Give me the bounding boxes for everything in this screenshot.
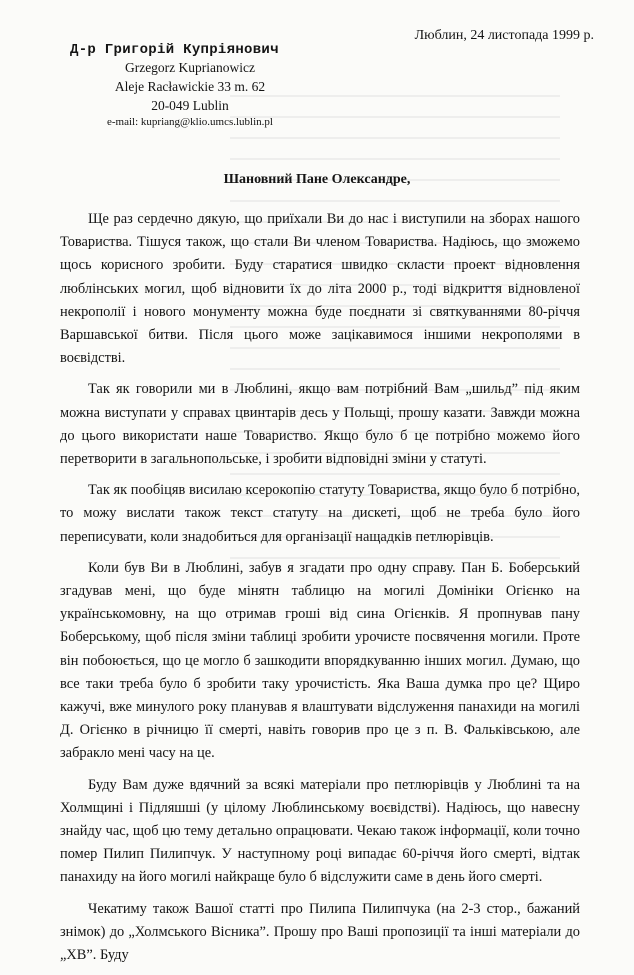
sender-city: 20-049 Lublin bbox=[151, 98, 229, 113]
paragraph: Так як пообіцяв висилаю ксерокопію статуту Товариства, якщо було б потрібно, то можу вислати також текст статуту на дискеті, щоб не треба було його переписувати, коли знадобиться для організації нащадків петлюрівців. bbox=[60, 482, 580, 545]
sender-name-latin: Grzegorz Kuprianowicz bbox=[124, 60, 256, 75]
sender-email: e-mail: kupriang@klio.umcs.lublin.pl bbox=[107, 116, 273, 128]
sender-name: Д-р Григорій Купріянович bbox=[70, 42, 279, 58]
paragraph: Коли був Ви в Люблині, забув я згадати про одну справу. Пан Б. Боберський згадував мені, що буде мінятн таблицю на могилі Домініки Огієнко на українськомовну, на що отримав гроші від сина Огієнків. Я пропнував пану Боберському, щоб після зміни таблиці зробити урочисте посвячення могили. Проте він побоюється, що це могло б зашкодити впорядкуванню інших могил. Думаю, що все таки треба було б зробити таку урочистість. Яка Ваша думка про це? Щиро кажучі, вже минулого року планував я влаштувати відслуження панахиди на могилі Д. Огієнко в річницю її смерті, навіть говорив про це з п. В. Фальківською, але забракло мені часу на це. bbox=[60, 559, 580, 762]
sender-block bbox=[70, 42, 310, 128]
paragraph: Буду Вам дуже вдячний за всякі матеріали про петлюрівців у Люблині та на Холмщині і Підляшші (у цілому Люблинському воєвідстві). Надіюсь, що навесну знайду час, щоб цю тему детально опрацювати. Чекаю також інформації, коли точно помер Пилип Пилипчук. У наступному році випадає 60-річчя його смерті, відтак панахиду на його могилі найкраще було б відслужити саме в день його смерті. bbox=[60, 776, 580, 886]
sender-street: Aleje Racławickie 33 m. 62 bbox=[114, 79, 266, 94]
paragraph: Ще раз сердечно дякую, що приїхали Ви до нас і виступили на зборах нашого Товариства. Тішуся також, що стали Ви членом Товариства. Надіюсь, що зможемо щось корисного зробити. Буду старатися швидко скласти проект відновлення люблінських могил, щоб відновити їх до літа 2000 р., тоді відкриття відновленої некрополії і нового монументу можна буде поєднати зі святкуваннями 80-річчя Варшавської битви. Після цього може зацікавимося іншими некрополями в воєвідстві. bbox=[60, 211, 580, 367]
paragraph: Так як говорили ми в Люблині, якщо вам потрібний Вам „шильд” під яким можна виступати у справах цвинтарів десь у Польщі, прошу казати. Завжди можна до цього використати наше Товариство. Якщо було б це потрібно можемо його перетворити в загальнопольське, і зробити відповідні зміни у статуті. bbox=[60, 381, 580, 468]
salutation: Шановний Пане Олександре, bbox=[223, 172, 411, 187]
paragraph: Чекатиму також Вашої статті про Пилипа Пилипчука (на 2-3 стор., бажаний знімок) до „Холмського Вісника”. Прошу про Ваші пропозиції та інші матеріали до „ХВ”. Буду bbox=[60, 900, 580, 964]
letter-body bbox=[60, 208, 580, 975]
letter-date: Люблин, 24 листопада 1999 р. bbox=[414, 28, 594, 43]
